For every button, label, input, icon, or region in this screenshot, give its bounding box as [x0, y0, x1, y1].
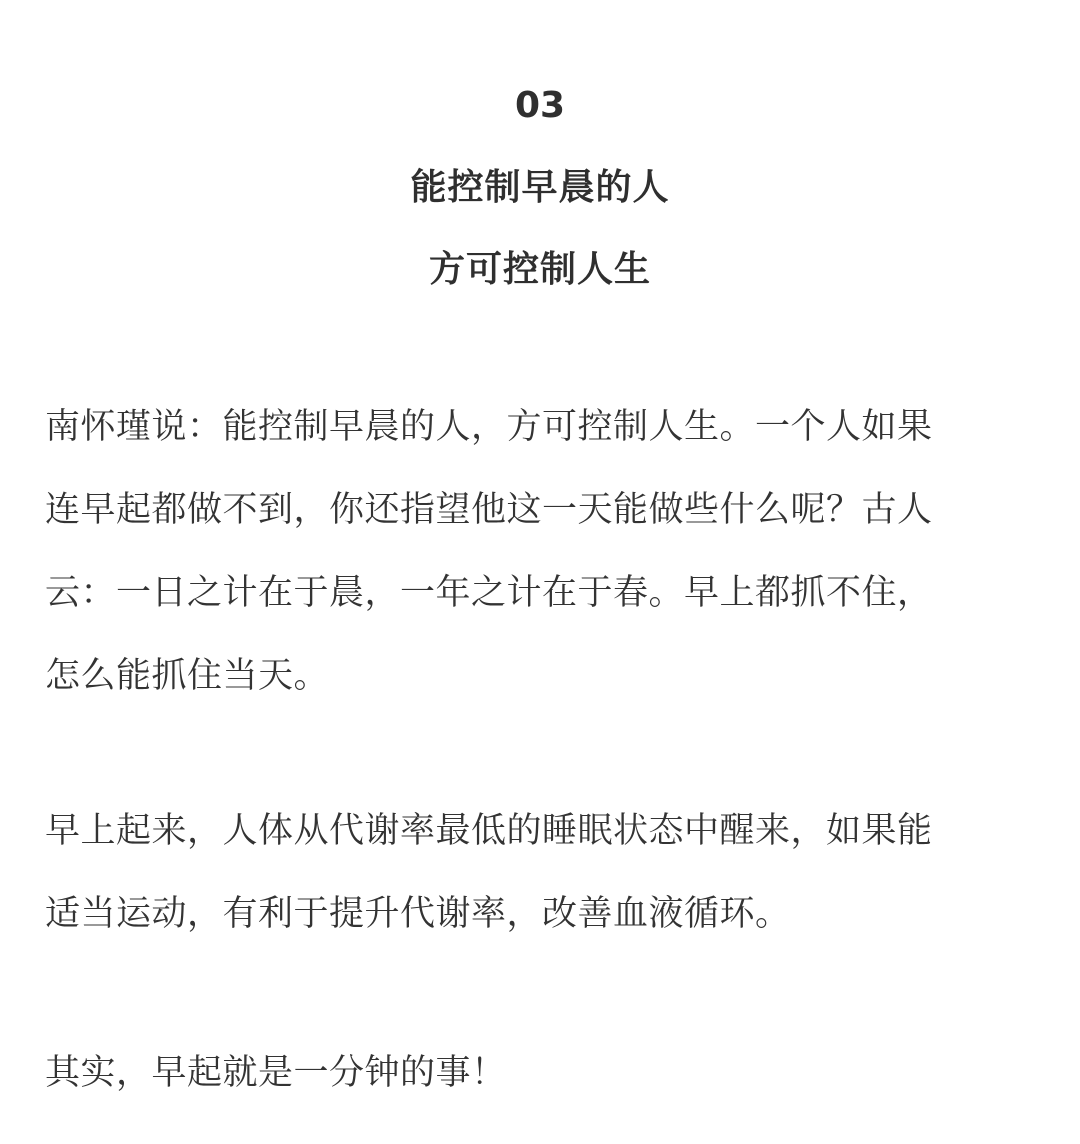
- paragraph-line: 连早起都做不到，你还指望他这一天能做些什么呢？古人: [45, 490, 933, 530]
- paragraph-line: 云：一日之计在于晨，一年之计在于春。早上都抓不住，: [45, 573, 933, 613]
- heading-line-1: 能控制早晨的人: [410, 167, 670, 208]
- paragraph-line: 适当运动，有利于提升代谢率，改善血液循环。: [45, 894, 791, 934]
- paragraph-line: 早上起来，人体从代谢率最低的睡眠状态中醒来，如果能: [45, 811, 933, 851]
- section-number: 03: [514, 85, 566, 126]
- paragraph-line: 南怀瑾说：能控制早晨的人，方可控制人生。一个人如果: [45, 407, 933, 447]
- paragraph-3: [45, 1032, 1035, 1115]
- paragraph-1: [45, 386, 1035, 718]
- paragraph-2: [45, 790, 1035, 956]
- paragraph-line: 其实，早起就是一分钟的事！: [45, 1053, 507, 1093]
- heading-line-2: 方可控制人生: [428, 249, 651, 290]
- paragraph-line: 怎么能抓住当天。: [45, 656, 330, 696]
